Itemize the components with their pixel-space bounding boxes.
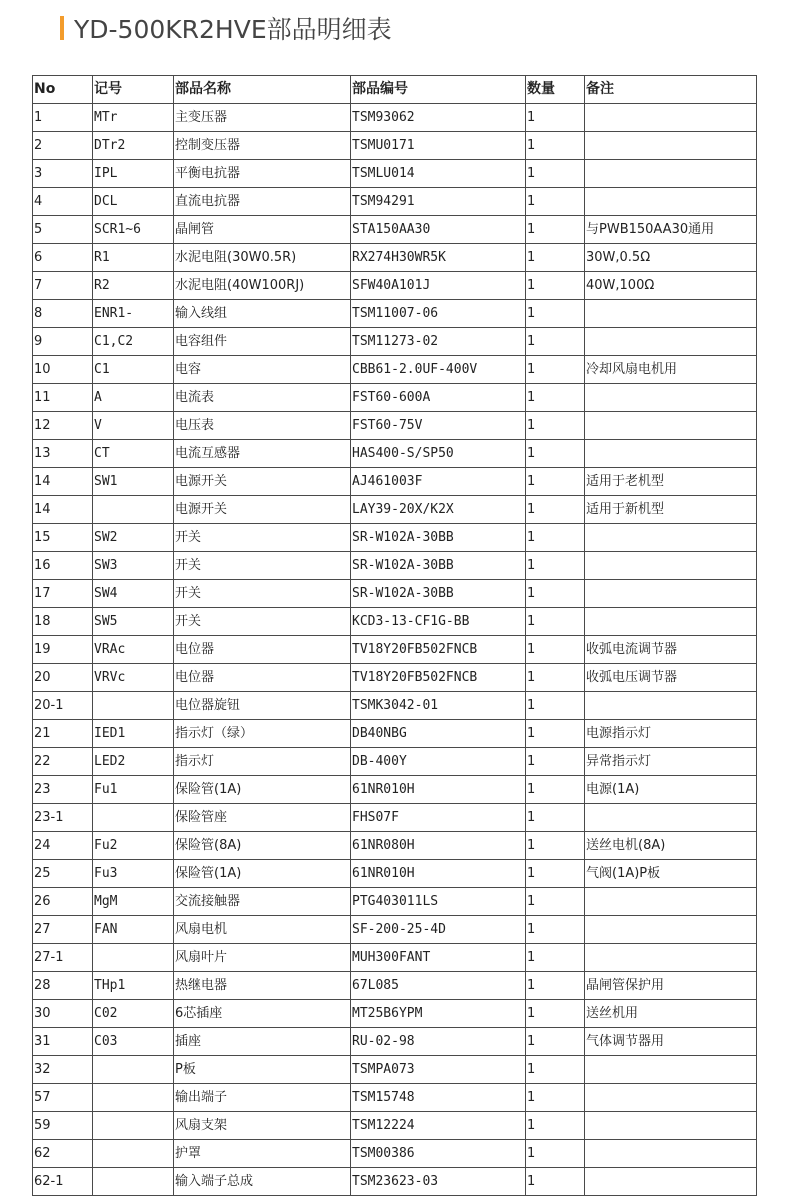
cell-col-part-number: 61NR080H: [351, 832, 526, 860]
cell-col-part-number: TSMPA073: [351, 1056, 526, 1084]
cell-col-no: 15: [33, 524, 93, 552]
cell-col-code: SW4: [93, 580, 174, 608]
cell-col-qty: 1: [526, 524, 585, 552]
cell-col-name: 电源开关: [174, 496, 351, 524]
cell-col-code: LED2: [93, 748, 174, 776]
cell-col-code: SW5: [93, 608, 174, 636]
table-row: [33, 608, 757, 636]
cell-col-part-number: CBB61-2.0UF-400V: [351, 356, 526, 384]
cell-col-code: R2: [93, 272, 174, 300]
cell-col-code: Fu1: [93, 776, 174, 804]
cell-col-no: 25: [33, 860, 93, 888]
table-row: [33, 188, 757, 216]
cell-col-no: 14: [33, 496, 93, 524]
cell-col-qty: 1: [526, 1084, 585, 1112]
cell-col-name: 保险管座: [174, 804, 351, 832]
cell-col-name: 风扇电机: [174, 916, 351, 944]
cell-col-remarks: 气阀(1A)P板: [585, 860, 757, 888]
cell-col-remarks: [585, 328, 757, 356]
cell-col-name: 电流互感器: [174, 440, 351, 468]
cell-col-name: 平衡电抗器: [174, 160, 351, 188]
cell-col-remarks: [585, 888, 757, 916]
cell-col-name: 风扇支架: [174, 1112, 351, 1140]
cell-col-code: SW1: [93, 468, 174, 496]
cell-col-code: MTr: [93, 104, 174, 132]
cell-col-name: 电容: [174, 356, 351, 384]
header-col-qty: 数量: [526, 76, 585, 104]
cell-col-code: MgM: [93, 888, 174, 916]
cell-col-code: R1: [93, 244, 174, 272]
table-row: [33, 356, 757, 384]
cell-col-name: 输出端子: [174, 1084, 351, 1112]
cell-col-code: THp1: [93, 972, 174, 1000]
cell-col-qty: 1: [526, 440, 585, 468]
cell-col-part-number: SR-W102A-30BB: [351, 580, 526, 608]
table-row: [33, 468, 757, 496]
cell-col-name: 电位器: [174, 664, 351, 692]
cell-col-name: 电流表: [174, 384, 351, 412]
cell-col-remarks: [585, 524, 757, 552]
cell-col-code: IED1: [93, 720, 174, 748]
table-row: [33, 692, 757, 720]
table-row: [33, 272, 757, 300]
cell-col-qty: 1: [526, 944, 585, 972]
cell-col-name: 电位器旋钮: [174, 692, 351, 720]
cell-col-remarks: [585, 916, 757, 944]
table-row: [33, 1168, 757, 1196]
cell-col-no: 10: [33, 356, 93, 384]
cell-col-code: V: [93, 412, 174, 440]
cell-col-part-number: TSM93062: [351, 104, 526, 132]
table-row: [33, 104, 757, 132]
cell-col-code: [93, 1084, 174, 1112]
header-col-part-number: 部品编号: [351, 76, 526, 104]
cell-col-part-number: FST60-600A: [351, 384, 526, 412]
table-row: [33, 804, 757, 832]
cell-col-part-number: TSMU0171: [351, 132, 526, 160]
cell-col-name: 热继电器: [174, 972, 351, 1000]
cell-col-part-number: TSM11007-06: [351, 300, 526, 328]
cell-col-code: SCR1~6: [93, 216, 174, 244]
table-row: [33, 1056, 757, 1084]
cell-col-name: 保险管(1A): [174, 776, 351, 804]
cell-col-name: 直流电抗器: [174, 188, 351, 216]
cell-col-name: 主变压器: [174, 104, 351, 132]
cell-col-code: [93, 1056, 174, 1084]
table-row: [33, 384, 757, 412]
table-row: [33, 244, 757, 272]
cell-col-remarks: 冷却风扇电机用: [585, 356, 757, 384]
cell-col-remarks: 30W,0.5Ω: [585, 244, 757, 272]
cell-col-part-number: RU-02-98: [351, 1028, 526, 1056]
cell-col-qty: 1: [526, 720, 585, 748]
cell-col-remarks: [585, 412, 757, 440]
cell-col-code: C1,C2: [93, 328, 174, 356]
cell-col-qty: 1: [526, 888, 585, 916]
cell-col-no: 20-1: [33, 692, 93, 720]
cell-col-part-number: DB40NBG: [351, 720, 526, 748]
header-col-name: 部品名称: [174, 76, 351, 104]
table-row: [33, 1000, 757, 1028]
table-row: [33, 916, 757, 944]
cell-col-remarks: [585, 580, 757, 608]
cell-col-remarks: 送丝机用: [585, 1000, 757, 1028]
cell-col-no: 2: [33, 132, 93, 160]
cell-col-qty: 1: [526, 384, 585, 412]
cell-col-qty: 1: [526, 300, 585, 328]
cell-col-qty: 1: [526, 412, 585, 440]
cell-col-code: C03: [93, 1028, 174, 1056]
cell-col-name: 指示灯: [174, 748, 351, 776]
cell-col-code: [93, 1112, 174, 1140]
cell-col-no: 62-1: [33, 1168, 93, 1196]
cell-col-qty: 1: [526, 1112, 585, 1140]
cell-col-part-number: TSMLU014: [351, 160, 526, 188]
parts-table: [32, 75, 757, 1196]
cell-col-qty: 1: [526, 468, 585, 496]
cell-col-part-number: MT25B6YPM: [351, 1000, 526, 1028]
cell-col-remarks: [585, 104, 757, 132]
cell-col-remarks: [585, 608, 757, 636]
table-row: [33, 832, 757, 860]
cell-col-remarks: [585, 160, 757, 188]
cell-col-part-number: 61NR010H: [351, 860, 526, 888]
cell-col-no: 20: [33, 664, 93, 692]
cell-col-name: 开关: [174, 608, 351, 636]
cell-col-qty: 1: [526, 692, 585, 720]
cell-col-name: 开关: [174, 552, 351, 580]
cell-col-part-number: 67L085: [351, 972, 526, 1000]
cell-col-qty: 1: [526, 972, 585, 1000]
cell-col-qty: 1: [526, 804, 585, 832]
cell-col-part-number: RX274H30WR5K: [351, 244, 526, 272]
cell-col-qty: 1: [526, 356, 585, 384]
cell-col-remarks: [585, 692, 757, 720]
cell-col-code: FAN: [93, 916, 174, 944]
table-row: [33, 412, 757, 440]
table-row: [33, 972, 757, 1000]
cell-col-no: 13: [33, 440, 93, 468]
cell-col-code: [93, 804, 174, 832]
table-row: [33, 132, 757, 160]
cell-col-qty: 1: [526, 636, 585, 664]
cell-col-name: 输入端子总成: [174, 1168, 351, 1196]
cell-col-qty: 1: [526, 776, 585, 804]
cell-col-no: 27-1: [33, 944, 93, 972]
cell-col-name: 风扇叶片: [174, 944, 351, 972]
cell-col-code: [93, 944, 174, 972]
cell-col-part-number: FST60-75V: [351, 412, 526, 440]
cell-col-no: 12: [33, 412, 93, 440]
cell-col-part-number: FHS07F: [351, 804, 526, 832]
cell-col-no: 14: [33, 468, 93, 496]
cell-col-name: P板: [174, 1056, 351, 1084]
cell-col-part-number: HAS400-S/SP50: [351, 440, 526, 468]
cell-col-part-number: TV18Y20FB502FNCB: [351, 664, 526, 692]
cell-col-code: A: [93, 384, 174, 412]
table-body: [33, 104, 757, 1196]
cell-col-name: 交流接触器: [174, 888, 351, 916]
cell-col-code: C1: [93, 356, 174, 384]
cell-col-name: 护罩: [174, 1140, 351, 1168]
cell-col-no: 4: [33, 188, 93, 216]
cell-col-qty: 1: [526, 244, 585, 272]
cell-col-part-number: TSM15748: [351, 1084, 526, 1112]
table-row: [33, 944, 757, 972]
cell-col-part-number: TSM00386: [351, 1140, 526, 1168]
cell-col-qty: 1: [526, 1000, 585, 1028]
cell-col-remarks: [585, 552, 757, 580]
table-row: [33, 1028, 757, 1056]
cell-col-part-number: 61NR010H: [351, 776, 526, 804]
cell-col-no: 19: [33, 636, 93, 664]
cell-col-remarks: 电源指示灯: [585, 720, 757, 748]
cell-col-no: 32: [33, 1056, 93, 1084]
cell-col-code: DCL: [93, 188, 174, 216]
cell-col-qty: 1: [526, 216, 585, 244]
table-row: [33, 580, 757, 608]
cell-col-remarks: [585, 804, 757, 832]
header-col-no: No: [33, 76, 93, 104]
cell-col-remarks: 异常指示灯: [585, 748, 757, 776]
cell-col-part-number: SF-200-25-4D: [351, 916, 526, 944]
table-row: [33, 300, 757, 328]
cell-col-part-number: TSM12224: [351, 1112, 526, 1140]
cell-col-qty: 1: [526, 608, 585, 636]
table-row: [33, 524, 757, 552]
cell-col-name: 开关: [174, 580, 351, 608]
cell-col-qty: 1: [526, 1168, 585, 1196]
cell-col-part-number: DB-400Y: [351, 748, 526, 776]
cell-col-remarks: [585, 944, 757, 972]
cell-col-no: 31: [33, 1028, 93, 1056]
cell-col-remarks: 电源(1A): [585, 776, 757, 804]
cell-col-remarks: [585, 132, 757, 160]
cell-col-code: VRVc: [93, 664, 174, 692]
cell-col-no: 6: [33, 244, 93, 272]
cell-col-qty: 1: [526, 328, 585, 356]
cell-col-part-number: LAY39-20X/K2X: [351, 496, 526, 524]
cell-col-remarks: 送丝电机(8A): [585, 832, 757, 860]
cell-col-name: 控制变压器: [174, 132, 351, 160]
cell-col-remarks: 晶闸管保护用: [585, 972, 757, 1000]
cell-col-no: 62: [33, 1140, 93, 1168]
cell-col-part-number: TSM94291: [351, 188, 526, 216]
cell-col-remarks: [585, 1084, 757, 1112]
cell-col-remarks: [585, 1140, 757, 1168]
table-row: [33, 720, 757, 748]
cell-col-part-number: MUH300FANT: [351, 944, 526, 972]
cell-col-remarks: [585, 440, 757, 468]
cell-col-name: 保险管(1A): [174, 860, 351, 888]
cell-col-name: 6芯插座: [174, 1000, 351, 1028]
cell-col-part-number: TV18Y20FB502FNCB: [351, 636, 526, 664]
cell-col-qty: 1: [526, 860, 585, 888]
cell-col-code: [93, 496, 174, 524]
cell-col-part-number: KCD3-13-CF1G-BB: [351, 608, 526, 636]
cell-col-qty: 1: [526, 1140, 585, 1168]
cell-col-part-number: AJ461003F: [351, 468, 526, 496]
cell-col-code: SW2: [93, 524, 174, 552]
cell-col-remarks: 40W,100Ω: [585, 272, 757, 300]
cell-col-no: 23-1: [33, 804, 93, 832]
cell-col-code: Fu2: [93, 832, 174, 860]
cell-col-name: 晶闸管: [174, 216, 351, 244]
cell-col-code: Fu3: [93, 860, 174, 888]
cell-col-no: 26: [33, 888, 93, 916]
table-row: [33, 496, 757, 524]
cell-col-name: 水泥电阻(40W100RJ): [174, 272, 351, 300]
cell-col-name: 电源开关: [174, 468, 351, 496]
table-header-row: [33, 76, 757, 104]
cell-col-code: IPL: [93, 160, 174, 188]
cell-col-no: 24: [33, 832, 93, 860]
cell-col-remarks: [585, 188, 757, 216]
header-col-code: 记号: [93, 76, 174, 104]
cell-col-no: 17: [33, 580, 93, 608]
cell-col-qty: 1: [526, 832, 585, 860]
cell-col-remarks: 收弧电流调节器: [585, 636, 757, 664]
title-accent-bar: [60, 16, 64, 40]
cell-col-remarks: [585, 1112, 757, 1140]
table-row: [33, 888, 757, 916]
cell-col-qty: 1: [526, 496, 585, 524]
cell-col-remarks: 收弧电压调节器: [585, 664, 757, 692]
cell-col-no: 16: [33, 552, 93, 580]
cell-col-code: VRAc: [93, 636, 174, 664]
cell-col-name: 开关: [174, 524, 351, 552]
table-row: [33, 216, 757, 244]
cell-col-no: 27: [33, 916, 93, 944]
cell-col-qty: 1: [526, 916, 585, 944]
table-row: [33, 664, 757, 692]
cell-col-qty: 1: [526, 580, 585, 608]
cell-col-no: 28: [33, 972, 93, 1000]
cell-col-qty: 1: [526, 1028, 585, 1056]
cell-col-qty: 1: [526, 104, 585, 132]
cell-col-no: 30: [33, 1000, 93, 1028]
cell-col-name: 电位器: [174, 636, 351, 664]
cell-col-remarks: [585, 1056, 757, 1084]
table-row: [33, 552, 757, 580]
cell-col-no: 11: [33, 384, 93, 412]
table-row: [33, 1140, 757, 1168]
cell-col-name: 输入线组: [174, 300, 351, 328]
cell-col-no: 18: [33, 608, 93, 636]
cell-col-code: C02: [93, 1000, 174, 1028]
cell-col-part-number: TSM23623-03: [351, 1168, 526, 1196]
cell-col-no: 9: [33, 328, 93, 356]
cell-col-qty: 1: [526, 748, 585, 776]
cell-col-no: 8: [33, 300, 93, 328]
cell-col-name: 电容组件: [174, 328, 351, 356]
cell-col-code: [93, 1168, 174, 1196]
cell-col-part-number: STA150AA30: [351, 216, 526, 244]
cell-col-code: ENR1-: [93, 300, 174, 328]
cell-col-qty: 1: [526, 272, 585, 300]
cell-col-qty: 1: [526, 160, 585, 188]
cell-col-no: 7: [33, 272, 93, 300]
cell-col-name: 保险管(8A): [174, 832, 351, 860]
cell-col-no: 5: [33, 216, 93, 244]
table-row: [33, 328, 757, 356]
cell-col-no: 59: [33, 1112, 93, 1140]
cell-col-name: 插座: [174, 1028, 351, 1056]
cell-col-no: 23: [33, 776, 93, 804]
cell-col-code: SW3: [93, 552, 174, 580]
cell-col-no: 57: [33, 1084, 93, 1112]
page-title: YD-500KR2HVE部品明细表: [74, 15, 392, 44]
cell-col-part-number: SR-W102A-30BB: [351, 552, 526, 580]
table-row: [33, 1112, 757, 1140]
cell-col-name: 电压表: [174, 412, 351, 440]
cell-col-code: [93, 692, 174, 720]
cell-col-no: 3: [33, 160, 93, 188]
cell-col-remarks: 适用于老机型: [585, 468, 757, 496]
cell-col-no: 21: [33, 720, 93, 748]
table-row: [33, 1084, 757, 1112]
cell-col-part-number: PTG403011LS: [351, 888, 526, 916]
cell-col-qty: 1: [526, 188, 585, 216]
cell-col-name: 水泥电阻(30W0.5R): [174, 244, 351, 272]
table-row: [33, 776, 757, 804]
cell-col-remarks: 气体调节器用: [585, 1028, 757, 1056]
cell-col-remarks: 适用于新机型: [585, 496, 757, 524]
cell-col-name: 指示灯（绿）: [174, 720, 351, 748]
cell-col-part-number: TSM11273-02: [351, 328, 526, 356]
cell-col-qty: 1: [526, 552, 585, 580]
cell-col-part-number: TSMK3042-01: [351, 692, 526, 720]
cell-col-no: 1: [33, 104, 93, 132]
table-row: [33, 440, 757, 468]
table-row: [33, 636, 757, 664]
cell-col-qty: 1: [526, 1056, 585, 1084]
table-row: [33, 748, 757, 776]
table-row: [33, 160, 757, 188]
cell-col-no: 22: [33, 748, 93, 776]
header-col-remarks: 备注: [585, 76, 757, 104]
cell-col-part-number: SR-W102A-30BB: [351, 524, 526, 552]
cell-col-remarks: [585, 1168, 757, 1196]
cell-col-part-number: SFW40A101J: [351, 272, 526, 300]
cell-col-remarks: [585, 384, 757, 412]
title-block: [60, 12, 392, 44]
cell-col-code: [93, 1140, 174, 1168]
cell-col-code: CT: [93, 440, 174, 468]
cell-col-code: DTr2: [93, 132, 174, 160]
table-row: [33, 860, 757, 888]
cell-col-qty: 1: [526, 132, 585, 160]
cell-col-remarks: [585, 300, 757, 328]
cell-col-remarks: 与PWB150AA30通用: [585, 216, 757, 244]
cell-col-qty: 1: [526, 664, 585, 692]
